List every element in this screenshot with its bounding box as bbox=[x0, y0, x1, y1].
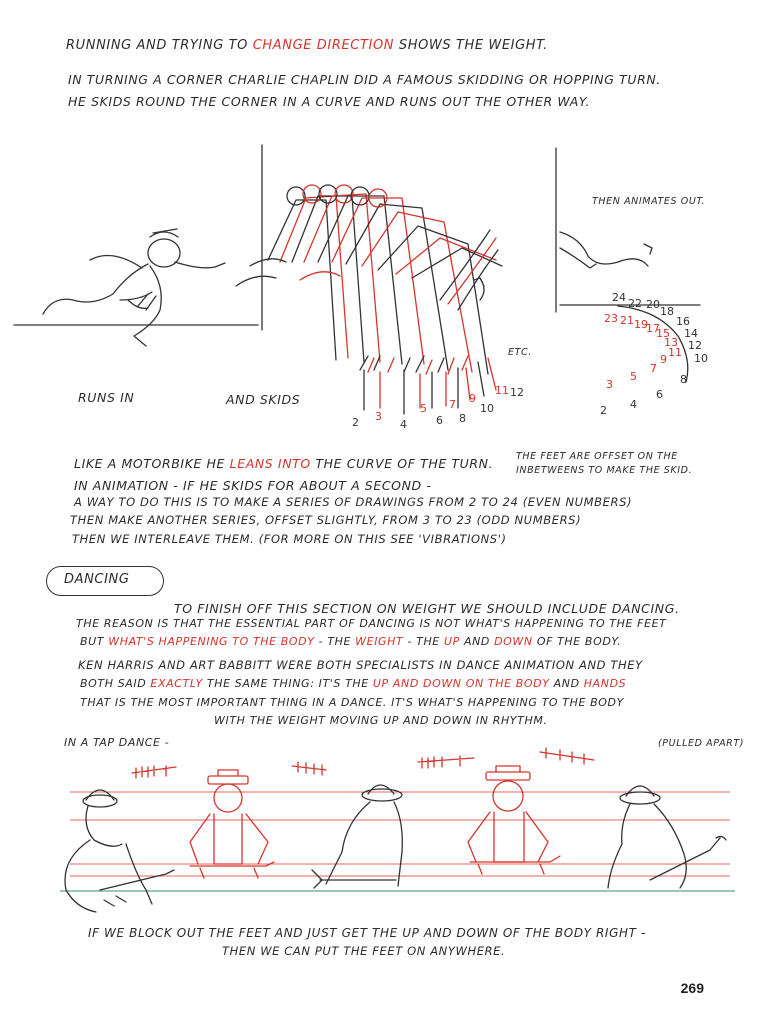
dancing-line-3-e: - THE bbox=[403, 635, 444, 648]
footer-line-2: THEN WE CAN PUT THE FEET ON ANYWHERE. bbox=[222, 944, 506, 958]
arc-number: 6 bbox=[656, 388, 663, 401]
arc-number: 14 bbox=[684, 327, 698, 340]
feet-note-line-2: INBETWEENS TO MAKE THE SKID. bbox=[516, 465, 693, 476]
and-skids-label: AND SKIDS bbox=[226, 392, 301, 407]
etc-label: ETC. bbox=[508, 347, 532, 358]
arc-number: 12 bbox=[688, 339, 702, 352]
arc-number: 8 bbox=[680, 373, 687, 386]
skid-number: 7 bbox=[449, 398, 456, 411]
dancing-line-3-c: - THE bbox=[314, 635, 356, 648]
dancing-line-1: TO FINISH OFF THIS SECTION ON WEIGHT WE SHOULD INCLUDE DANCING. bbox=[174, 601, 680, 616]
skid-number: 4 bbox=[400, 418, 407, 431]
arc-number: 10 bbox=[694, 352, 708, 365]
skid-number: 9 bbox=[469, 392, 476, 405]
lean-line-a: LIKE A MOTORBIKE HE bbox=[74, 456, 230, 471]
dancing-line-5-e: AND bbox=[549, 677, 584, 690]
dance-figure-3 bbox=[312, 785, 402, 888]
pulled-apart-label: (PULLED APART) bbox=[658, 738, 745, 749]
section1-p4: THEN WE INTERLEAVE THEM. (FOR MORE ON THIS SEE 'VIBRATIONS') bbox=[72, 532, 507, 546]
dancing-line-5-a: BOTH SAID bbox=[80, 677, 151, 690]
arc-number: 9 bbox=[660, 353, 667, 366]
arc-number: 4 bbox=[630, 398, 637, 411]
footer-line-1: IF WE BLOCK OUT THE FEET AND JUST GET THE UP AND DOWN OF THE BODY RIGHT - bbox=[88, 926, 646, 940]
arc-number: 17 bbox=[646, 322, 660, 335]
arc-number: 11 bbox=[668, 346, 682, 359]
skid-number: 8 bbox=[459, 412, 466, 425]
dancing-line-3-a: BUT bbox=[80, 635, 109, 648]
arc-number: 3 bbox=[606, 378, 613, 391]
dancing-line-3-i: OF THE BODY. bbox=[532, 635, 622, 648]
leans-into-text: LEANS INTO bbox=[229, 456, 311, 471]
up-down-body: UP AND DOWN ON THE BODY bbox=[372, 677, 550, 690]
dancing-line-6: THAT IS THE MOST IMPORTANT THING IN A DANCE. IT'S WHAT'S HAPPENING TO THE BODY bbox=[80, 696, 624, 709]
down-word: DOWN bbox=[494, 635, 533, 648]
header-line-2: IN TURNING A CORNER CHARLIE CHAPLIN DID A FAMOUS SKIDDING OR HOPPING TURN. bbox=[68, 72, 661, 87]
skid-number: 10 bbox=[480, 402, 494, 415]
section1-p1: IN ANIMATION - IF HE SKIDS FOR ABOUT A SECOND - bbox=[74, 478, 432, 493]
arc-number: 19 bbox=[634, 318, 648, 331]
dancing-line-3-g: AND bbox=[459, 635, 495, 648]
dancing-heading: DANCING bbox=[64, 572, 130, 587]
header-change-direction: CHANGE DIRECTION bbox=[252, 38, 395, 53]
dancing-line-5-c: THE SAME THING: IT'S THE bbox=[202, 677, 373, 690]
arc-number: 22 bbox=[628, 297, 642, 310]
feet-note-line-1: THE FEET ARE OFFSET ON THE bbox=[516, 451, 678, 462]
up-word: UP bbox=[443, 635, 460, 648]
exactly-word: EXACTLY bbox=[150, 677, 203, 690]
arc-number: 18 bbox=[660, 305, 674, 318]
lean-line-c: THE CURVE OF THE TURN. bbox=[310, 456, 494, 471]
header-line-1-a: RUNNING AND TRYING TO bbox=[66, 38, 253, 53]
header-line-3: HE SKIDS ROUND THE CORNER IN A CURVE AND RUNS OUT THE OTHER WAY. bbox=[68, 94, 591, 109]
arc-number: 23 bbox=[604, 312, 618, 325]
skid-number: 3 bbox=[375, 410, 382, 423]
section1-p2: A WAY TO DO THIS IS TO MAKE A SERIES OF DRAWINGS FROM 2 TO 24 (EVEN NUMBERS) bbox=[74, 495, 633, 509]
arc-number: 16 bbox=[676, 315, 690, 328]
page-number: 269 bbox=[680, 980, 704, 996]
tap-dance-label: IN A TAP DANCE - bbox=[64, 736, 170, 749]
dancing-line-4: KEN HARRIS AND ART BABBITT WERE BOTH SPECIALISTS IN DANCE ANIMATION AND THEY bbox=[78, 658, 643, 672]
skid-number: 6 bbox=[436, 414, 443, 427]
section1-p3: THEN MAKE ANOTHER SERIES, OFFSET SLIGHTLY, FROM 3 TO 23 (ODD NUMBERS) bbox=[70, 513, 582, 527]
arc-number: 2 bbox=[600, 404, 607, 417]
arc-number: 5 bbox=[630, 370, 637, 383]
skid-number: 5 bbox=[420, 402, 427, 415]
arc-number: 13 bbox=[664, 336, 678, 349]
then-animates-out-label: THEN ANIMATES OUT. bbox=[592, 196, 706, 207]
weight-word: WEIGHT bbox=[355, 635, 404, 648]
arc-number: 7 bbox=[650, 362, 657, 375]
dance-figure-1 bbox=[65, 790, 174, 912]
dancing-line-7: WITH THE WEIGHT MOVING UP AND DOWN IN RHYTHM. bbox=[214, 714, 548, 727]
timing-ticks bbox=[132, 748, 594, 778]
arc-number: 15 bbox=[656, 327, 670, 340]
whats-happening-body: WHAT'S HAPPENING TO THE BODY bbox=[108, 635, 315, 648]
dance-figure-2 bbox=[190, 770, 274, 878]
arc-number: 21 bbox=[620, 314, 634, 327]
header-line-1-c: SHOWS THE WEIGHT. bbox=[394, 38, 548, 53]
dance-figure-5 bbox=[608, 786, 726, 888]
arc-number: 20 bbox=[646, 298, 660, 311]
skid-number: 11 bbox=[495, 384, 509, 397]
skid-number: 2 bbox=[352, 416, 359, 429]
dancing-line-2: THE REASON IS THAT THE ESSENTIAL PART OF DANCING IS NOT WHAT'S HAPPENING TO THE FEET bbox=[76, 617, 667, 630]
skid-number: 12 bbox=[510, 386, 524, 399]
hands-word: HANDS bbox=[583, 677, 627, 690]
runs-in-label: RUNS IN bbox=[78, 390, 135, 405]
arc-number: 24 bbox=[612, 291, 626, 304]
